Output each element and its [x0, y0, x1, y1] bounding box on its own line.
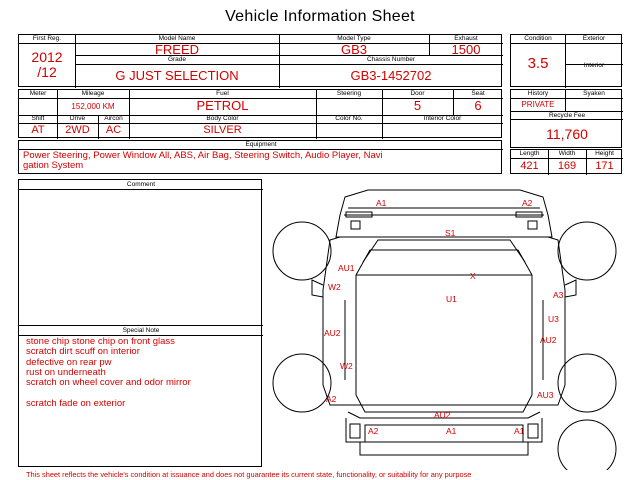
- exterior-label: Exterior: [582, 35, 606, 42]
- mark-w2-upper: W2: [328, 282, 341, 292]
- model-type-label: Model Type: [337, 35, 371, 42]
- sheet-title: Vehicle Information Sheet: [225, 8, 415, 25]
- car-damage-diagram: [262, 176, 640, 470]
- mark-u1: U1: [446, 294, 457, 304]
- wheel-rear-right-circle: [558, 354, 616, 412]
- mark-a2-front: A2: [522, 198, 533, 208]
- width-value: 169: [557, 160, 577, 172]
- mark-a1-rear: A1: [446, 426, 457, 436]
- mark-au2-rear: AU2: [434, 410, 451, 420]
- history-table: [510, 89, 622, 148]
- dimensions-table: [510, 149, 622, 174]
- history-label: History: [527, 90, 549, 97]
- seat-label: Seat: [471, 90, 485, 97]
- mark-a2-left: A2: [326, 394, 337, 404]
- length-value: 421: [520, 160, 539, 172]
- fuel-value: PETROL: [196, 98, 249, 113]
- exhaust-value: 1500: [451, 42, 481, 57]
- equipment-box: [18, 140, 502, 174]
- body-color-value: SILVER: [203, 124, 242, 136]
- recycle-fee-label: Recycle Fee: [548, 112, 586, 119]
- mark-a1-front: A1: [376, 198, 387, 208]
- fuel-label: Fuel: [216, 90, 229, 97]
- mark-au1: AU1: [338, 263, 355, 273]
- comment-label: Comment: [126, 181, 156, 188]
- equipment-label: Equipment: [245, 141, 277, 148]
- disclaimer-footer: This sheet reflects the vehicle's condition at issuance and does not guarantee its current state, functionality, or suitability for any purpose: [26, 470, 472, 479]
- chassis-number-value: GB3-1452702: [350, 68, 432, 83]
- door-value: 5: [413, 98, 422, 113]
- interior-label: Interior: [583, 62, 605, 69]
- mark-au3: AU3: [537, 390, 554, 400]
- steering-label: Steering: [336, 90, 362, 97]
- drive-label: Drive: [69, 115, 86, 122]
- mark-a2-rear: A2: [368, 426, 379, 436]
- first-reg-month: /12: [37, 64, 57, 80]
- mileage-label: Mileage: [81, 90, 105, 97]
- condition-label: Condition: [524, 35, 552, 42]
- height-label: Height: [595, 150, 614, 157]
- aircon-label: Aircon: [104, 115, 123, 122]
- model-name-value: FREED: [154, 42, 200, 57]
- length-label: Length: [519, 150, 540, 157]
- wheel-rear-left-circle: [273, 354, 331, 412]
- grade-label: Grade: [167, 56, 187, 63]
- special-note-line: defective on rear pw: [26, 356, 112, 368]
- drive-value: 2WD: [65, 124, 90, 136]
- mark-a3: A3: [553, 290, 564, 300]
- mark-u3: U3: [548, 314, 559, 324]
- color-no-label: Color No.: [335, 115, 363, 122]
- special-note-line: scratch on wheel cover and odor mirror: [26, 377, 191, 389]
- special-notes-list: [26, 337, 191, 409]
- comment-box: [18, 179, 262, 467]
- mark-x: X: [470, 271, 476, 281]
- meter-label: Meter: [29, 90, 47, 97]
- mark-au2-right: AU2: [540, 335, 557, 345]
- body-color-label: Body Color: [206, 115, 239, 122]
- wheel-front-right-circle: [558, 222, 616, 280]
- height-value: 171: [595, 160, 614, 172]
- shift-label: Shift: [31, 115, 45, 122]
- detail-table: [18, 89, 502, 138]
- chassis-number-label: Chassis Number: [366, 56, 416, 63]
- special-note-label: Special Note: [122, 327, 160, 334]
- first-reg-year: 2012: [31, 49, 63, 65]
- condition-grade: 3.5: [527, 55, 549, 72]
- seat-value: 6: [474, 98, 482, 113]
- model-type-value: GB3: [340, 42, 367, 57]
- equipment-line-2: gation System: [23, 160, 84, 171]
- mark-a1-rear-right: A1: [514, 426, 525, 436]
- wheel-front-left-circle: [273, 222, 331, 280]
- mark-w2-lower: W2: [340, 361, 353, 371]
- main-info-table: [18, 34, 502, 87]
- mark-au2-left: AU2: [324, 328, 341, 338]
- interior-color-label: Interior Color: [423, 115, 462, 122]
- condition-table: [510, 34, 622, 87]
- spare-wheel-circle: [558, 420, 616, 470]
- equipment-line-1: Power Steering, Power Window All, ABS, Air Bag, Steering Switch, Audio Player, Navi: [23, 150, 383, 161]
- recycle-fee-value: 11,760: [546, 126, 588, 142]
- aircon-value: AC: [105, 124, 122, 136]
- mark-s1: S1: [445, 228, 456, 238]
- history-value: PRIVATE: [521, 100, 555, 109]
- model-name-label: Model Name: [158, 35, 196, 42]
- exhaust-label: Exhaust: [454, 35, 478, 42]
- special-note-line: scratch fade on exterior: [26, 397, 126, 409]
- first-reg-label: First Reg.: [32, 35, 62, 42]
- special-note-line: rust on underneath: [26, 366, 106, 378]
- special-note-line: stone chip stone chip on front glass: [26, 336, 175, 347]
- mileage-value: 152,000 KM: [71, 102, 115, 111]
- syaken-label: Syaken: [583, 90, 605, 97]
- door-label: Door: [410, 90, 425, 97]
- shift-value: AT: [31, 124, 45, 136]
- grade-value: G JUST SELECTION: [115, 68, 239, 83]
- width-label: Width: [558, 150, 576, 157]
- special-note-line: scratch dirt scuff on interior: [26, 346, 140, 358]
